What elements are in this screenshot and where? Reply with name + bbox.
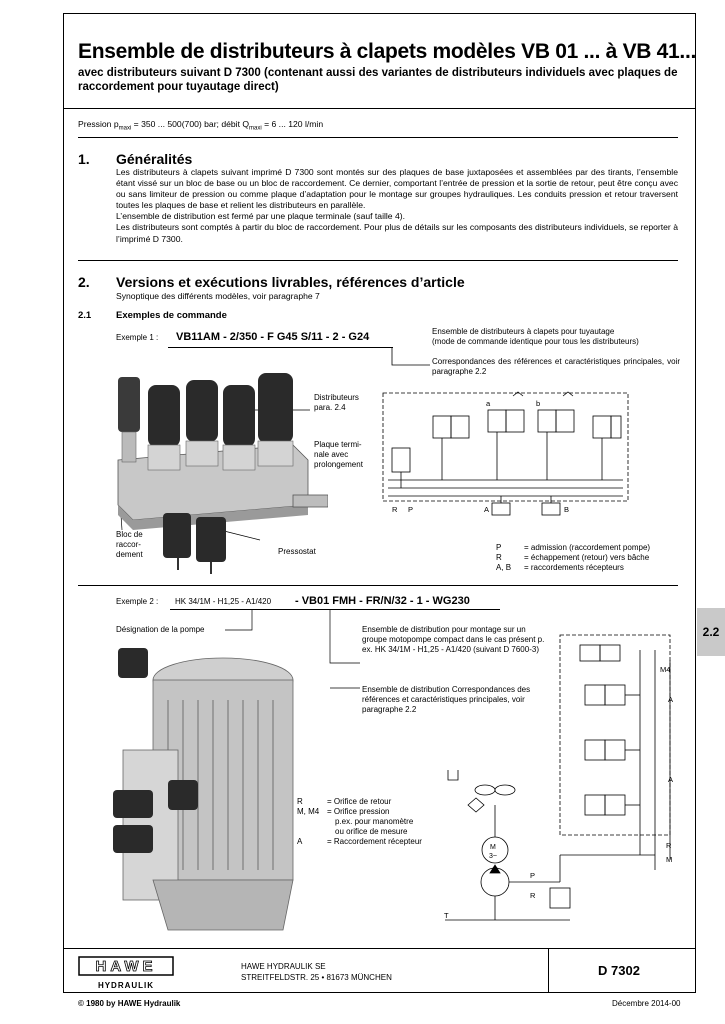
- section1-body: [116, 167, 678, 245]
- logo-text: HAWE: [95, 958, 157, 975]
- example1-note-c: Correspondances des références et caractéristiques principales, voir paragraphe 2.2: [432, 357, 680, 376]
- footer-copyright: © 1980 by HAWE Hydraulik: [78, 999, 181, 1008]
- schematic2-label-r2: R: [530, 891, 536, 900]
- legend-row: A = Raccordement récepteur: [297, 837, 422, 846]
- subsection-number: 2.1: [78, 310, 92, 321]
- schematic2-label-a1: A: [668, 695, 674, 704]
- page-title: Ensemble de distributeurs à clapets modèles VB 01 ... à VB 41...: [78, 40, 697, 63]
- section1-paragraph: L’ensemble de distribution est fermé par une plaque terminale (sauf taille 4).: [116, 211, 406, 222]
- example-divider: [78, 585, 678, 586]
- example2-legend: [297, 797, 422, 847]
- example2-pump-code: HK 34/1M - H1,25 - A1/420: [175, 597, 272, 606]
- example2-note-a: Ensemble de distribution pour montage sur un groupe motopompe compact dans le cas présent p. ex. HK 34/1M - H1,25 - A1/420 (suivant D 7600-3): [362, 625, 545, 654]
- section2-number: 2.: [78, 274, 90, 290]
- schematic-label-b-port: B: [564, 505, 570, 514]
- schematic-label-b: b: [536, 399, 541, 408]
- legend-row: M, M4 = Orifice pression: [297, 807, 390, 816]
- logo-subtext: HYDRAULIK: [97, 981, 155, 990]
- callout-plaque-terminale: Plaque termi- nale avec prolongement: [314, 440, 363, 469]
- schematic-label-a-port: A: [484, 505, 490, 514]
- schematic2-label-m4: M4: [660, 665, 671, 674]
- example1-note-a: Ensemble de distributeurs à clapets pour tuyautage (mode de commande identique pour tous les distributeurs): [432, 327, 639, 346]
- footer-address: STREITFELDSTR. 25 • 81673 MÜNCHEN: [241, 973, 392, 982]
- subsection-heading: Exemples de commande: [116, 310, 227, 321]
- callout-distributeurs: Distributeurs para. 2.4: [314, 393, 359, 412]
- section1-paragraph: Les distributeurs sont comptés à partir du bloc de raccordement. Pour plus de détails sur les composants des distributeurs individuels, se reporter à l’imprimé D 7300.: [116, 222, 678, 244]
- legend-row: ou orifice de mesure: [335, 827, 408, 836]
- example2-hydraulic-schematic: [440, 630, 695, 940]
- footer-date: Décembre 2014-00: [612, 999, 681, 1008]
- footer-divider: [63, 948, 696, 949]
- example2-label: Exemple 2 :: [116, 597, 159, 606]
- callout-pressostat: Pressostat: [278, 547, 316, 556]
- specs-divider: [78, 137, 678, 138]
- section2-synopsis: Synoptique des différents modèles, voir paragraphe 7: [116, 291, 320, 301]
- legend-row: A, B = raccordements récepteurs: [496, 563, 624, 572]
- schematic2-label-r: R: [666, 841, 672, 850]
- specs-line: Pression $p_{maxi} = 350$ ... 500(700) bar; débit $Q_{maxi} = 6$ ... 120 l/min: [78, 119, 324, 132]
- callout-bloc-raccordement: Bloc de raccor- dement: [116, 530, 143, 559]
- footer-vertical-divider: [548, 948, 549, 993]
- example2-note-b: Ensemble de distribution Correspondances des références et caractéristiques principales, voir paragraphe 2.2: [362, 685, 531, 714]
- schematic2-motor-3: 3~: [489, 853, 497, 860]
- header-divider: [63, 108, 696, 109]
- schematic2-label-t: T: [444, 911, 449, 920]
- legend-row: p.ex. pour manomètre: [335, 817, 414, 826]
- example1-legend: [496, 543, 650, 573]
- schematic-label-p: P: [408, 505, 414, 514]
- hawe-logo: [78, 956, 174, 990]
- example2-product-illustration: [108, 640, 303, 940]
- schematic-label-r: R: [392, 505, 398, 514]
- example1-code: VB11AM - 2/350 - F G45 S/11 - 2 - G24: [176, 331, 370, 343]
- example2-code: - VB01 FMH - FR/N/32 - 1 - WG230: [295, 595, 470, 607]
- section1-number: 1.: [78, 151, 90, 167]
- legend-row: R = échappement (retour) vers bâche: [496, 553, 650, 562]
- section1-divider: [78, 260, 678, 261]
- example1-hydraulic-schematic: [378, 388, 638, 518]
- hawe-logo-mark: [78, 956, 174, 976]
- footer-company: HAWE HYDRAULIK SE: [241, 962, 326, 971]
- schematic2-label-a2: A: [668, 775, 674, 784]
- schematic2-label-m: M: [666, 855, 673, 864]
- section2-heading: Versions et exécutions livrables, références d’article: [116, 274, 465, 290]
- schematic2-label-p: P: [530, 871, 536, 880]
- section-side-tab: 2.2: [697, 608, 725, 656]
- legend-row: P = admission (raccordement pompe): [496, 543, 651, 552]
- section1-paragraph: Les distributeurs à clapets suivant imprimé D 7300 sont montés sur des plaques de base juxtaposées et assemblées par des tirants, l’ensemble étant vissé sur un bloc de base ou un bloc de raccordement. Ce dernier, comportant l’entrée de pression et la sortie de retour, peut être conçu avec ou sans limiteur de pression ou comme plaque d’adaptation pour le montage sur groupes hydrauliques. Les conduits pression et retour traversent toutes les plaques de base et relient les distributeurs en parallèle.: [116, 167, 678, 211]
- schematic2-motor-m: M: [490, 844, 496, 851]
- example1-label: Exemple 1 :: [116, 333, 159, 342]
- page-subtitle: avec distributeurs suivant D 7300 (contenant aussi des variantes de distributeurs individuels avec plaques de raccordement pour tuyautage direct): [78, 67, 678, 93]
- legend-row: R = Orifice de retour: [297, 797, 392, 806]
- section1-heading: Généralités: [116, 151, 193, 167]
- doc-number: D 7302: [598, 963, 640, 978]
- schematic-label-a: a: [486, 399, 491, 408]
- pump-designation-label: Désignation de la pompe: [116, 625, 205, 634]
